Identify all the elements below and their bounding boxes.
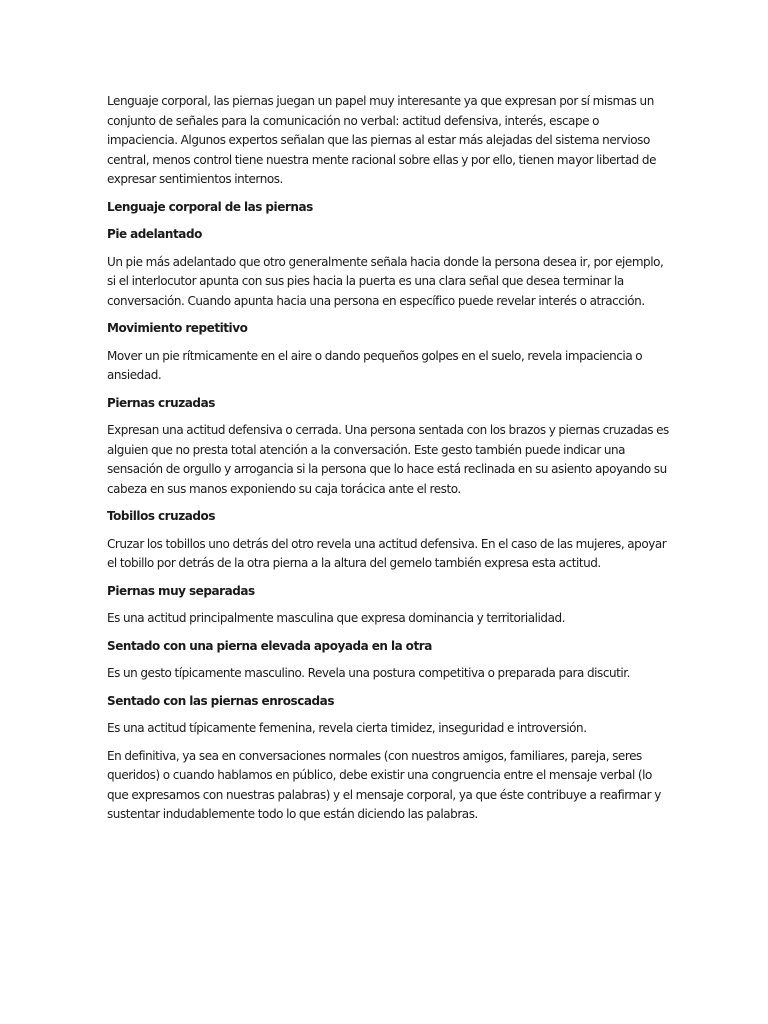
subheading-tobillos-cruzados: Tobillos cruzados [107, 509, 216, 523]
subheading-piernas-enroscadas: Sentado con las piernas enroscadas [107, 693, 335, 708]
paragraph-movimiento-repetitivo: Mover un pie rítmicamente en el aire o dando pequeños golpes en el suelo, revela impaciencia o ansiedad. [107, 348, 643, 382]
section-heading-main: Lenguaje corporal de las piernas [107, 199, 313, 214]
document-body [107, 92, 669, 833]
subheading-piernas-cruzadas: Piernas cruzadas [107, 395, 215, 410]
subheading-pierna-elevada: Sentado con una pierna elevada apoyada en la otra [107, 638, 432, 653]
subheading-piernas-separadas: Piernas muy separadas [107, 583, 255, 598]
paragraph-pie-adelantado: Un pie más adelantado que otro generalmente señala hacia donde la persona desea ir, por ejemplo, si el interlocutor apunta con sus pies hacia la puerta es una clara señal que desea terminar la conversación. Cuando apunta hacia una persona en específico puede revelar interés o atracción. [107, 254, 664, 308]
paragraph-piernas-separadas: Es una actitud principalmente masculina que expresa dominancia y territorialidad. [107, 611, 566, 625]
paragraph-piernas-enroscadas: Es una actitud típicamente femenina, revela cierta timidez, inseguridad e introversión. [107, 721, 587, 735]
paragraph-tobillos-cruzados: Cruzar los tobillos uno detrás del otro revela una actitud defensiva. En el caso de las mujeres, apoyar el tobillo por detrás de la otra pierna a la altura del gemelo también expresa esta actitud. [107, 536, 667, 570]
subheading-pie-adelantado: Pie adelantado [107, 227, 202, 241]
paragraph-pierna-elevada: Es un gesto típicamente masculino. Revela una postura competitiva o preparada para discutir. [107, 666, 631, 680]
intro-paragraph: Lenguaje corporal, las piernas juegan un papel muy interesante ya que expresan por sí mismas un conjunto de señales para la comunicación no verbal: actitud defensiva, interés, escape o impaciencia. Algunos expertos señalan que las piernas al estar más alejadas del sistema nervioso central, menos control tiene nuestra mente racional sobre ellas y por ello, tienen mayor libertad de expresar sentimientos internos. [107, 94, 657, 186]
subheading-movimiento-repetitivo: Movimiento repetitivo [107, 321, 248, 335]
paragraph-piernas-cruzadas: Expresan una actitud defensiva o cerrada. Una persona sentada con los brazos y piernas cruzadas es alguien que no presta total atención a la conversación. Este gesto también puede indicar una sensación de orgullo y arrogancia si la persona que lo hace está reclinada en su asiento apoyando su cabeza en sus manos exponiendo su caja torácica ante el resto. [107, 423, 669, 496]
conclusion-paragraph: En definitiva, ya sea en conversaciones normales (con nuestros amigos, familiares, pareja, seres queridos) o cuando hablamos en público, debe existir una congruencia entre el mensaje verbal (lo que expresamos con nuestras palabras) y el mensaje corporal, ya que éste contribuye a reafirmar y sustentar indudablemente todo lo que están diciendo las palabras. [107, 748, 661, 821]
